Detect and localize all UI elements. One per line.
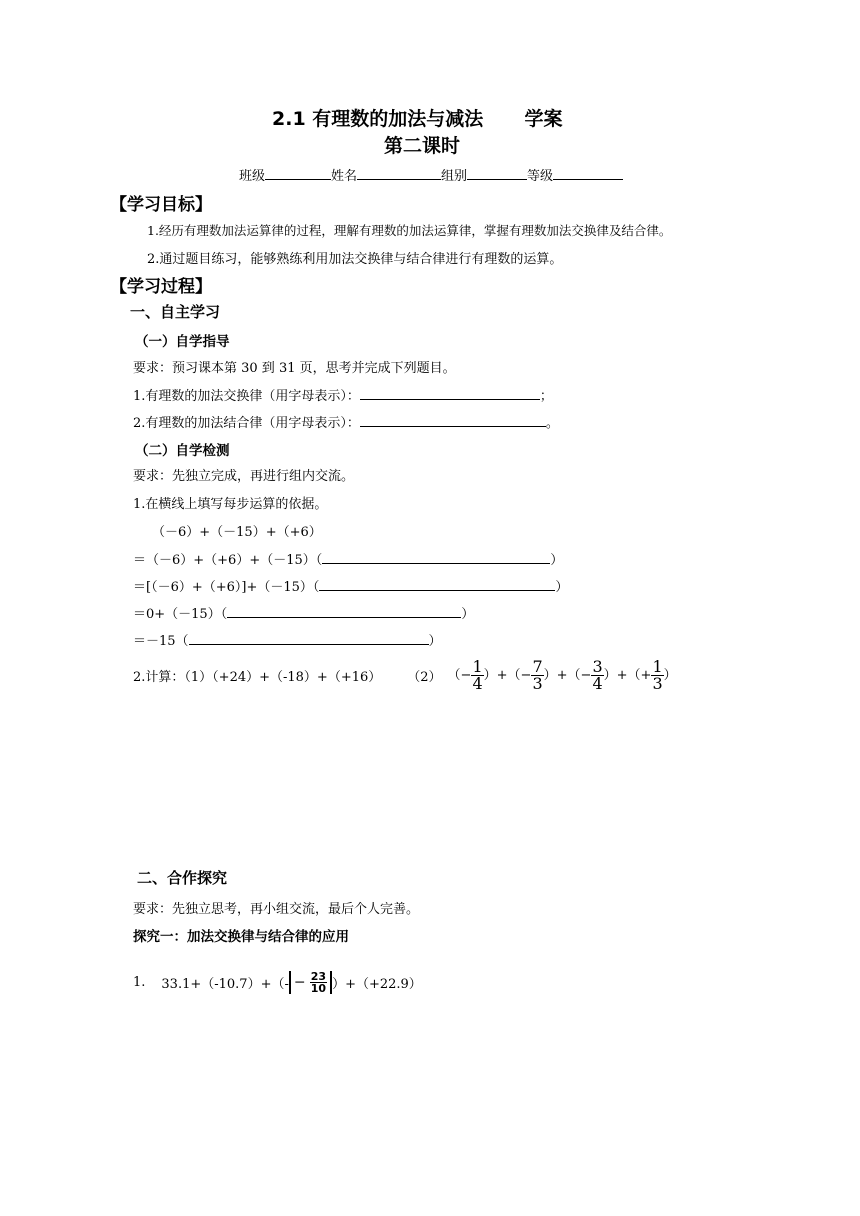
step-3-text: ＝0+（－15）（ [133, 607, 228, 622]
group-field[interactable] [467, 165, 527, 180]
problem-number: 1. [133, 974, 146, 990]
fraction-denominator: 4 [592, 673, 603, 693]
fraction-denominator: 3 [532, 673, 543, 693]
calc-part-1: 2.计算：（1）（+24）+（-18）+（+16） [133, 669, 382, 685]
step-expression: （－6）+（－15）+（+6） [152, 525, 322, 540]
step-2-reason-field[interactable] [319, 576, 555, 591]
student-info-line [239, 165, 623, 184]
calc-part-2-label: （2） [407, 669, 442, 685]
absolute-value [289, 971, 332, 994]
fraction-numerator: 23 [310, 969, 327, 983]
calc-term-3 [567, 656, 628, 693]
step-4-close: ） [428, 634, 442, 649]
step-4-text: ＝－15（ [133, 634, 189, 649]
group-label: 组别 [441, 169, 468, 184]
class-label: 班级 [239, 169, 266, 184]
class-field[interactable] [265, 165, 331, 180]
fraction-denominator: 10 [310, 981, 327, 995]
calc-term-2 [507, 656, 568, 693]
fraction-numerator: 1 [652, 656, 663, 676]
abs-minus-sign: − [293, 974, 306, 990]
step-2 [133, 576, 568, 595]
term-1-open: （− [447, 667, 472, 683]
question-commutative-text: 1.有理数的加法交换律（用字母表示）： [133, 389, 360, 404]
problem-expression-a: 33.1+（-10.7）+（- [161, 976, 289, 992]
check-heading: （二）自学检测 [135, 443, 230, 459]
calc-term-4 [627, 656, 677, 693]
fraction-1-3 [651, 656, 663, 693]
step-2-text: ＝[（－6）+（+6）]+（－15）（ [133, 580, 320, 595]
step-2-close: ） [555, 580, 569, 595]
coop-requirement: 要求：先独立思考，再小组交流，最后个人完善。 [133, 902, 420, 917]
term-1-close: ）+ [483, 667, 508, 683]
check-question-1: 1.在横线上填写每步运算的依据。 [133, 497, 328, 512]
process-heading: 【学习过程】 [110, 277, 212, 297]
step-1-close: ） [550, 553, 564, 568]
fraction-denominator: 3 [652, 673, 663, 693]
name-field[interactable] [357, 165, 441, 180]
explore-1-heading: 探究一：加法交换律与结合律的应用 [133, 929, 349, 945]
term-4-open: （+ [627, 667, 652, 683]
problem-expression-b: ）+（+22.9） [332, 976, 422, 992]
term-3-open: （− [567, 667, 592, 683]
step-4-reason-field[interactable] [189, 630, 429, 645]
step-3-reason-field[interactable] [227, 603, 461, 618]
page-title [272, 104, 563, 131]
goals-heading: 【学习目标】 [110, 195, 212, 215]
fraction-denominator: 4 [472, 673, 483, 693]
question-commutative-end: ； [539, 389, 553, 404]
title-suffix: 学案 [524, 108, 563, 130]
associative-answer-field[interactable] [360, 412, 546, 427]
question-associative-text: 2.有理数的加法结合律（用字母表示）： [133, 416, 360, 431]
question-associative [133, 412, 559, 431]
fraction-numerator: 1 [472, 656, 483, 676]
title-main: 2.1 有理数的加法与减法 [272, 108, 484, 130]
step-4 [133, 630, 442, 649]
commutative-answer-field[interactable] [360, 385, 540, 400]
calc-term-1 [447, 656, 508, 693]
grade-label: 等级 [527, 169, 554, 184]
fraction-1-4 [471, 656, 483, 693]
part1-heading: 一、自主学习 [130, 303, 221, 321]
explore-problem-1 [133, 960, 422, 1004]
name-label: 姓名 [331, 169, 358, 184]
step-1 [133, 549, 563, 568]
fraction-3-4 [591, 656, 603, 693]
fraction-numerator: 3 [592, 656, 603, 676]
check-requirement: 要求：先独立完成，再进行组内交流。 [133, 469, 355, 484]
grade-field[interactable] [553, 165, 623, 180]
step-3 [133, 603, 474, 622]
guide-requirement: 要求：预习课本第 30 到 31 页，思考并完成下列题目。 [133, 361, 456, 376]
question-associative-end: 。 [545, 416, 559, 431]
step-3-close: ） [461, 607, 475, 622]
part2-heading: 二、合作探究 [137, 869, 228, 887]
calculation-question [133, 650, 677, 700]
term-2-close: ）+ [543, 667, 568, 683]
guide-heading: （一）自学指导 [135, 334, 230, 350]
goal-item-1: 1.经历有理数加法运算律的过程，理解有理数的加法运算律，掌握有理数加法交换律及结合律。 [147, 223, 672, 238]
goal-item-2: 2.通过题目练习，能够熟练利用加法交换律与结合律进行有理数的运算。 [147, 252, 563, 267]
fraction-7-3 [531, 656, 543, 693]
question-commutative [133, 385, 553, 404]
term-2-open: （− [507, 667, 532, 683]
step-1-text: ＝（－6）+（+6）+（－15）（ [133, 553, 323, 568]
term-3-close: ）+ [603, 667, 628, 683]
fraction-23-10 [310, 971, 327, 994]
step-1-reason-field[interactable] [322, 549, 550, 564]
page-subtitle: 第二课时 [384, 135, 461, 157]
fraction-numerator: 7 [532, 656, 543, 676]
term-4-close: ） [663, 667, 677, 683]
